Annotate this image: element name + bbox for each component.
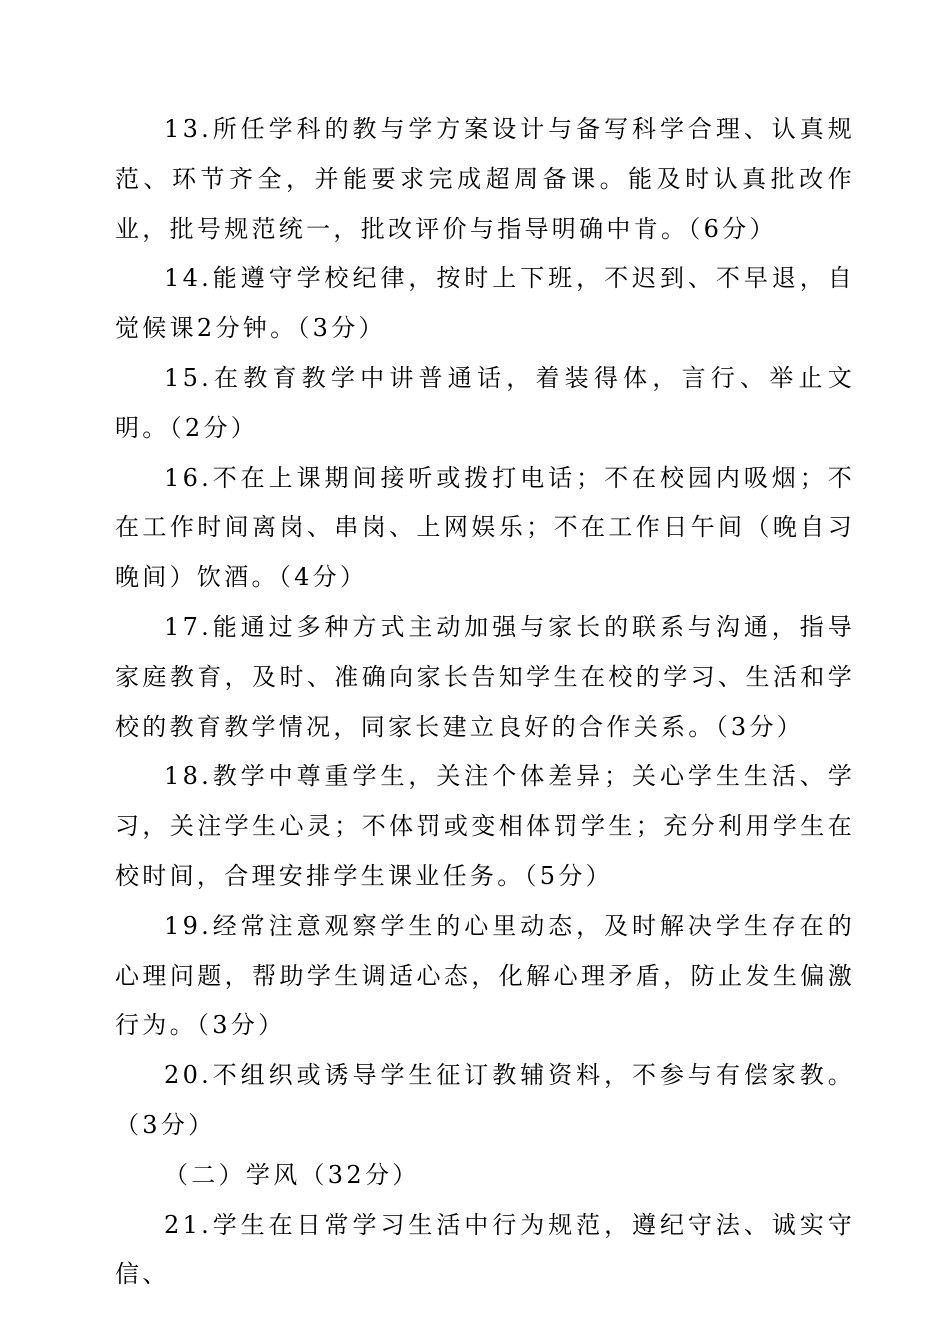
paragraph-21: 21.学生在日常学习生活中行为规范，遵纪守法、诚实守信、 xyxy=(115,1210,855,1289)
paragraph-15: 15.在教育教学中讲普通话，着装得体，言行、举止文明。（2分） xyxy=(115,363,855,442)
paragraph-14: 14.能遵守学校纪律，按时上下班，不迟到、不早退，自觉候课2分钟。（3分） xyxy=(115,264,855,343)
paragraph-13: 13.所任学科的教与学方案设计与备写科学合理、认真规范、环节齐全，并能要求完成超周备课。能及时认真批改作业，批号规范统一，批改评价与指导明确中肯。（6分） xyxy=(115,115,855,243)
paragraph-19: 19.经常注意观察学生的心里动态，及时解决学生存在的心理问题，帮助学生调适心态，化解心理矛盾，防止发生偏激行为。（3分） xyxy=(115,911,855,1040)
document-body xyxy=(115,105,855,1300)
paragraph-17: 17.能通过多种方式主动加强与家长的联系与沟通，指导家庭教育，及时、准确向家长告知学生在校的学习、生活和学校的教育教学情况，同家长建立良好的合作关系。（3分） xyxy=(115,612,855,741)
paragraph-18: 18.教学中尊重学生，关注个体差异；关心学生生活、学习，关注学生心灵；不体罚或变相体罚学生；充分利用学生在校时间，合理安排学生课业任务。（5分） xyxy=(115,762,855,890)
section-heading: （二）学风（32分） xyxy=(164,1160,420,1189)
paragraph-16: 16.不在上课期间接听或拨打电话；不在校园内吸烟；不在工作时间离岗、串岗、上网娱乐；不在工作日午间（晚自习晚间）饮酒。（4分） xyxy=(115,463,855,592)
paragraph-20: 20.不组织或诱导学生征订教辅资料，不参与有偿家教。（3分） xyxy=(115,1061,855,1139)
